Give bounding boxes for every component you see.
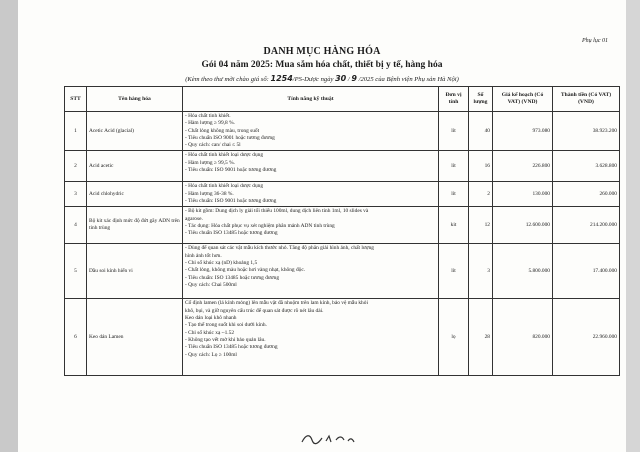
invitation-note (18, 74, 626, 83)
table-row (65, 244, 620, 299)
cell-spec (183, 207, 439, 244)
cell-spec (183, 299, 439, 376)
document-page (18, 0, 626, 452)
header-name: Tên hàng hóa (87, 87, 183, 112)
scan-border-left (0, 0, 18, 452)
spec-line: - Hóa chất tinh khiết. (185, 113, 231, 119)
cell-price: 973.080 (493, 112, 553, 151)
document-subtitle: Gói 04 năm 2025: Mua sắm hóa chất, thiết bị y tế, hàng hóa (201, 60, 443, 70)
spec-line: - Tiêu chuẩn ISO 9001 hoặc tương đương (185, 134, 275, 141)
cell-spec (183, 244, 439, 299)
cell-price: 5.800.000 (493, 244, 553, 299)
cell-unit: lít (439, 182, 469, 207)
cell-spec (183, 112, 439, 151)
cell-price: 12.600.000 (493, 207, 553, 244)
cell-name: Acid acetic (87, 151, 183, 182)
cell-stt: 6 (65, 299, 87, 376)
spec-line: Keo dán loại khô nhanh (185, 315, 237, 322)
spec-line: - Không tạo vết mờ khi bảo quản lâu. (185, 336, 266, 343)
signature-stamp-icon (298, 432, 358, 446)
cell-stt: 2 (65, 151, 87, 182)
cell-name: Bộ kit xác định mức độ đứt gãy ADN trên tinh trùng (87, 207, 183, 244)
cell-name: Acid chlohydric (87, 182, 183, 207)
note-slash: / (347, 76, 350, 83)
spec-line: - Hàm lượng 36-38 %. (185, 190, 234, 197)
table-header-row (65, 87, 620, 112)
cell-unit: lít (439, 151, 469, 182)
cell-spec (183, 182, 439, 207)
cell-total: 17.400.000 (553, 244, 620, 299)
goods-table (64, 86, 620, 376)
note-middle: /PS-Dược ngày (292, 76, 334, 83)
spec-line: agarose. (185, 215, 203, 222)
spec-line: - Tiêu chuẩn ISO 13485 hoặc tương đương (185, 344, 278, 351)
header-unit: Đơn vị tính (439, 87, 469, 112)
appendix-label: Phụ lục 01 (582, 38, 608, 44)
spec-line: - Quy cách: Lọ ≥ 100ml (185, 351, 237, 358)
header-total: Thành tiền (Có VAT) (VND) (553, 87, 620, 112)
spec-line: - Tiêu chuẩn: ISO 9001 hoặc tương đương (185, 198, 277, 205)
cell-name: Dầu soi kính hiển vi (87, 244, 183, 299)
cell-total: 38.923.200 (553, 112, 620, 151)
handwritten-number: 1254 (270, 74, 293, 83)
spec-line: - Quy cách: Chai 500ml (185, 281, 237, 288)
cell-stt: 5 (65, 244, 87, 299)
cell-unit: lọ (439, 299, 469, 376)
note-prefix: (Kèm theo thư mời chào giá số: (185, 76, 269, 83)
cell-qty: 28 (469, 299, 493, 376)
cell-qty: 40 (469, 112, 493, 151)
table-row (65, 112, 620, 151)
cell-qty: 2 (469, 182, 493, 207)
handwritten-day: 30 (335, 74, 347, 83)
cell-total: 22.960.000 (553, 299, 620, 376)
spec-line: - Chỉ số khúc xạ ~1.52 (185, 329, 235, 336)
table-row (65, 207, 620, 244)
scan-border-right (626, 0, 640, 452)
spec-line: hình ảnh tốt hơn. (185, 252, 222, 259)
spec-line: - Tác dụng: Hóa chất phục vụ xét nghiệm phân mảnh ADN tinh trùng (185, 223, 335, 230)
spec-line: - Tiêu chuẩn: ISO 13485 hoặc tương đương (185, 274, 280, 281)
cell-price: 130.000 (493, 182, 553, 207)
spec-line: - Hàm lượng ≥ 99,8 %. (185, 120, 235, 127)
cell-stt: 4 (65, 207, 87, 244)
cell-price: 820.000 (493, 299, 553, 376)
cell-unit: lít (439, 244, 469, 299)
spec-line: - Hàm lượng ≥ 99,5 %. (185, 159, 235, 166)
spec-line: - Hóa chất tinh khiết loại dược dụng (185, 183, 264, 190)
spec-line: - Bộ kit gồm: Dung dịch ly giải tối thiểu 100ml, dung dịch liên tinh 1ml, 10 slides và (185, 208, 369, 215)
spec-line: - Dùng để quan sát các vật mẫu kích thước nhỏ. Tăng độ phân giải hình ảnh, chất lượng (185, 245, 374, 252)
cell-name: Keo dán Lamen (87, 299, 183, 376)
cell-price: 226.800 (493, 151, 553, 182)
spec-line: - Tạo thể trong suốt khi soi dưới kính. (185, 322, 267, 329)
document-title: DANH MỤC HÀNG HÓA (263, 46, 381, 57)
table-row (65, 151, 620, 182)
spec-line: khô, bụi, và giữ nguyên cấu trúc để quan sát được rõ nét lâu dài. (185, 307, 324, 314)
table-row (65, 182, 620, 207)
cell-total: 3.628.800 (553, 151, 620, 182)
spec-line: - Tiêu chuẩn: ISO 9001 hoặc tương đương (185, 167, 277, 174)
spec-line: - Tiêu chuẩn ISO 13485 hoặc tương đương (185, 230, 278, 237)
cell-name: Acetic Acid (glacial) (87, 112, 183, 151)
cell-qty: 3 (469, 244, 493, 299)
cell-unit: kit (439, 207, 469, 244)
spec-line: - Chất lỏng, không màu hoặc hơi vàng nhạt, không độc. (185, 267, 306, 274)
cell-total: 260.000 (553, 182, 620, 207)
cell-stt: 3 (65, 182, 87, 207)
note-suffix: /2025 của Bệnh viện Phụ sản Hà Nội) (358, 76, 459, 83)
spec-line: - Chỉ số khúc xạ (nD) khoảng 1,5 (185, 260, 258, 267)
spec-line: - Quy cách: can/ chai ≤ 5l (185, 142, 241, 149)
header-stt: STT (65, 87, 87, 112)
header-spec: Tính năng kỹ thuật (183, 87, 439, 112)
cell-stt: 1 (65, 112, 87, 151)
handwritten-month: 9 (351, 74, 357, 83)
table-row (65, 299, 620, 376)
spec-line: Cố định lamen (lá kính mỏng) lên mẫu vật đã nhuộm trên lam kính, bảo vệ mẫu khỏi (185, 300, 368, 307)
cell-spec (183, 151, 439, 182)
header-price: Giá kế hoạch (Có VAT) (VND) (493, 87, 553, 112)
cell-qty: 16 (469, 151, 493, 182)
header-qty: Số lượng (469, 87, 493, 112)
spec-line: - Hóa chất tinh khiết loại dược dụng (185, 152, 264, 159)
spec-line: - Chất lỏng không màu, trong suốt (185, 127, 260, 134)
cell-total: 214.200.000 (553, 207, 620, 244)
cell-unit: lít (439, 112, 469, 151)
cell-qty: 12 (469, 207, 493, 244)
